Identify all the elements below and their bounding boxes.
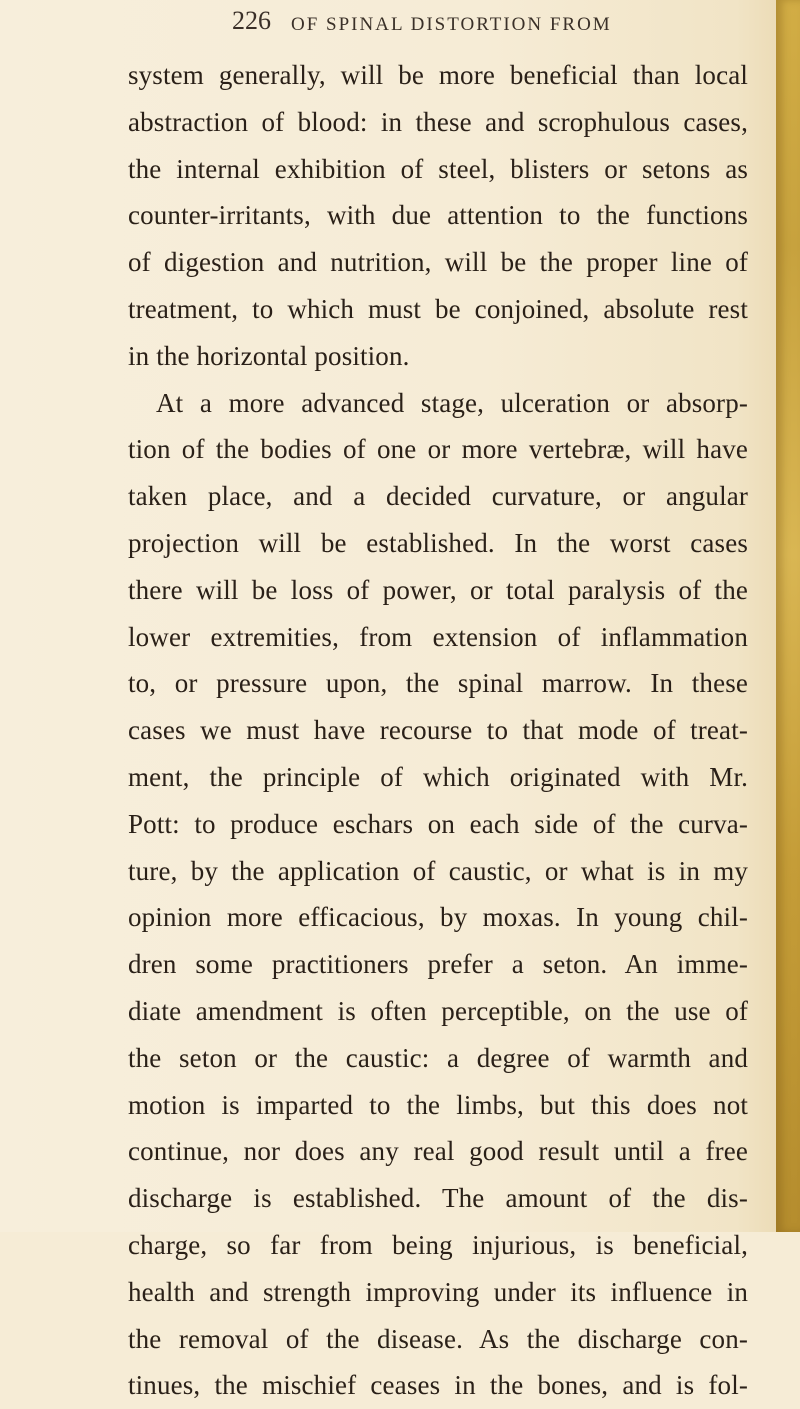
text-line: health and strength improving under its influence in [128,1276,748,1307]
text-line: discharge is established. The amount of the dis- [128,1183,748,1214]
text-line: taken place, and a decided curvature, or angular [128,481,748,512]
text-line: ture, by the application of caustic, or what is in my [128,855,748,886]
text-line: the removal of the disease. As the discharge con- [128,1323,748,1354]
paragraph-start-line: At a more advanced stage, ulceration or absorp- [156,387,748,418]
body-text [128,52,748,1409]
page-number: 226 [232,6,271,35]
text-line: the seton or the caustic: a degree of warmth and [128,1042,748,1073]
text-line: charge, so far from being injurious, is beneficial, [128,1229,748,1260]
text-line: tinues, the mischief ceases in the bones, and is fol- [128,1370,748,1401]
text-line: ment, the principle of which originated with Mr. [128,761,748,792]
text-line: system generally, will be more beneficial than local [128,60,748,90]
text-line: motion is imparted to the limbs, but this does not [128,1089,748,1120]
text-line: tion of the bodies of one or more vertebræ, will have [128,434,748,465]
text-line: of digestion and nutrition, will be the proper line of [128,247,748,278]
text-line: dren some practitioners prefer a seton. An imme- [128,949,748,980]
text-line: projection will be established. In the worst cases [128,527,748,558]
text-line: to, or pressure upon, the spinal marrow. In these [128,668,748,699]
text-line: continue, nor does any real good result until a free [128,1136,748,1167]
text-line: diate amendment is often perceptible, on the use of [128,995,748,1026]
text-line: there will be loss of power, or total paralysis of the [128,574,748,605]
running-title: OF SPINAL DISTORTION FROM [291,14,612,35]
text-line: cases we must have recourse to that mode of treat- [128,715,748,746]
text-line: abstraction of blood: in these and scrophulous cases, [128,106,748,137]
text-line: in the horizontal position. [128,340,410,371]
text-line: lower extremities, from extension of inflammation [128,621,748,652]
running-head [232,6,797,46]
text-line: Pott: to produce eschars on each side of the curva- [128,808,748,839]
text-line: counter-irritants, with due attention to the functions [128,200,748,231]
page-edge [776,0,800,1232]
text-line: opinion more efficacious, by moxas. In young chil- [128,902,748,933]
text-line: treatment, to which must be conjoined, absolute rest [128,293,748,324]
text-line: the internal exhibition of steel, blisters or setons as [128,153,748,184]
